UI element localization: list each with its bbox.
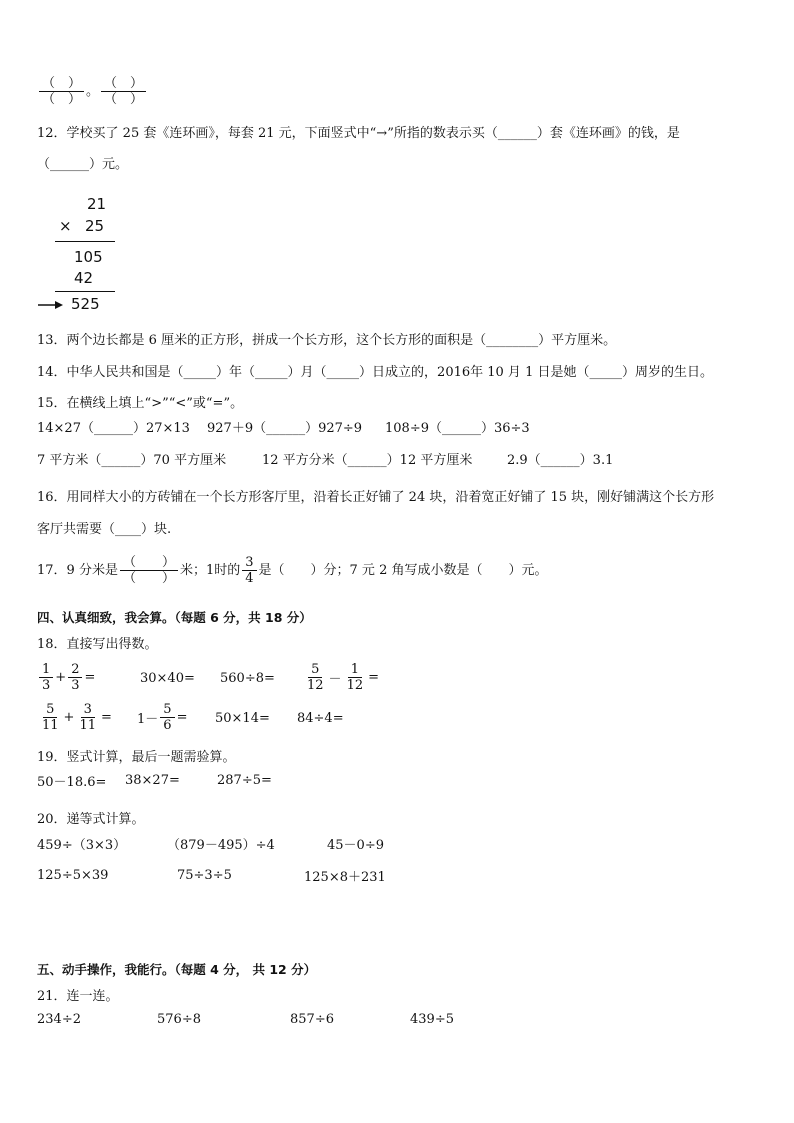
- q16-line1: 16．用同样大小的方砖铺在一个长方形客厅里，沿着长正好铺了 24 块，沿着宽正好铺了 15 块，刚好铺满这个长方形: [37, 490, 715, 505]
- q17-blank-fraction[interactable]: $\frac{( )}{( )}$: [120, 555, 178, 586]
- q12-vertical-multiplication: [37, 195, 127, 320]
- q11-tail: [37, 76, 148, 107]
- q18-expr: 84÷4=: [297, 711, 344, 726]
- product-result: 525: [71, 295, 100, 313]
- q12-line1: 12．学校买了 25 套《连环画》，每套 21 元，下面竖式中“→”所指的数表示买（______）套《连环画》的钱，是: [37, 126, 680, 141]
- q20-item: 125÷5×39: [37, 867, 109, 883]
- q18-expr: 50×14=: [215, 711, 270, 726]
- q19-item: 287÷5=: [217, 772, 272, 788]
- q16-line2: 客厅共需要（____）块.: [37, 522, 172, 537]
- q17-fraction-three-quarters: $\frac{3}{4}$: [242, 555, 256, 586]
- q19-title: 19．竖式计算，最后一题需验算。: [37, 750, 236, 765]
- q18-expr-one-minus: 1－ $\frac{5}{6}$ =: [137, 702, 188, 733]
- q17-text-2: 米；1时的: [179, 562, 241, 578]
- q11-blank-fraction-1[interactable]: $\frac{( )}{( )}$: [39, 76, 84, 107]
- q18-expr-fraction-sum: $\frac{1}{3}$ + $\frac{2}{3}$ =: [37, 662, 95, 693]
- q17-text-1: 17．9 分米是: [37, 562, 118, 578]
- q11-blank-fraction-2[interactable]: $\frac{( )}{( )}$: [101, 76, 146, 107]
- arrow-right-icon: [37, 299, 65, 311]
- q20-item: 125×8＋231: [304, 869, 386, 885]
- q20-item: （879－495）÷4: [167, 837, 275, 853]
- q21-item: 234÷2: [37, 1011, 81, 1027]
- partial-product-2: 42: [74, 269, 94, 287]
- q20-title: 20．递等式计算。: [37, 812, 145, 827]
- q21-item: 439÷5: [410, 1011, 454, 1027]
- q12-line2: （______）元。: [37, 157, 129, 172]
- q14: 14．中华人民共和国是（_____）年（_____）月（_____）日成立的，2016年 10 月 1 日是她（_____）周岁的生日。: [37, 365, 713, 380]
- q19-item: 50－18.6=: [37, 774, 107, 790]
- q21-item: 857÷6: [290, 1011, 334, 1027]
- q15-item: 2.9（______）3.1: [507, 452, 614, 468]
- q18-expr: 560÷8=: [220, 671, 275, 686]
- q13: 13．两个边长都是 6 厘米的正方形，拼成一个长方形，这个长方形的面积是（________）平方厘米。: [37, 333, 617, 348]
- q15-item: 14×27（______）27×13: [37, 420, 190, 436]
- q15-item: 108÷9（______）36÷3: [385, 420, 530, 436]
- q15-item: 927＋9（______）927÷9: [207, 420, 363, 436]
- q15-item: 7 平方米（______）70 平方厘米: [37, 452, 227, 468]
- q20-item: 75÷3÷5: [177, 867, 232, 883]
- q17: [37, 555, 547, 586]
- q20-item: 459÷（3×3）: [37, 837, 127, 853]
- multiplier: 25: [85, 217, 105, 235]
- multiplicand: 21: [87, 195, 107, 213]
- q21-title: 21．连一连。: [37, 989, 119, 1004]
- q15-title: 15．在横线上填上“>”“<”或“=”。: [37, 396, 244, 411]
- calc-rule-1: [55, 241, 115, 242]
- q20-item: 45－0÷9: [327, 837, 384, 853]
- q15-item: 12 平方分米（______）12 平方厘米: [262, 452, 473, 468]
- section-4-heading: 四、认真细致，我会算。（每题 6 分，共 18 分）: [37, 610, 312, 625]
- calc-rule-2: [55, 291, 115, 292]
- partial-product-1: 105: [74, 248, 103, 266]
- q18-expr: 30×40=: [140, 671, 195, 686]
- q17-text-3: 是（ ）分；7 元 2 角写成小数是（ ）元。: [258, 562, 548, 578]
- q18-expr-fraction-sum: $\frac{5}{11}$ + $\frac{3}{11}$ =: [42, 702, 112, 733]
- q11-separator: 。: [86, 83, 100, 99]
- q18-title: 18．直接写出得数。: [37, 637, 158, 652]
- q18-expr-fraction-diff: $\frac{5}{12}$ － $\frac{1}{12}$ =: [307, 662, 380, 693]
- section-5-heading: 五、动手操作，我能行。（每题 4 分， 共 12 分）: [37, 962, 317, 977]
- times-sign: ×: [59, 217, 72, 235]
- q21-item: 576÷8: [157, 1011, 201, 1027]
- q19-item: 38×27=: [125, 772, 180, 788]
